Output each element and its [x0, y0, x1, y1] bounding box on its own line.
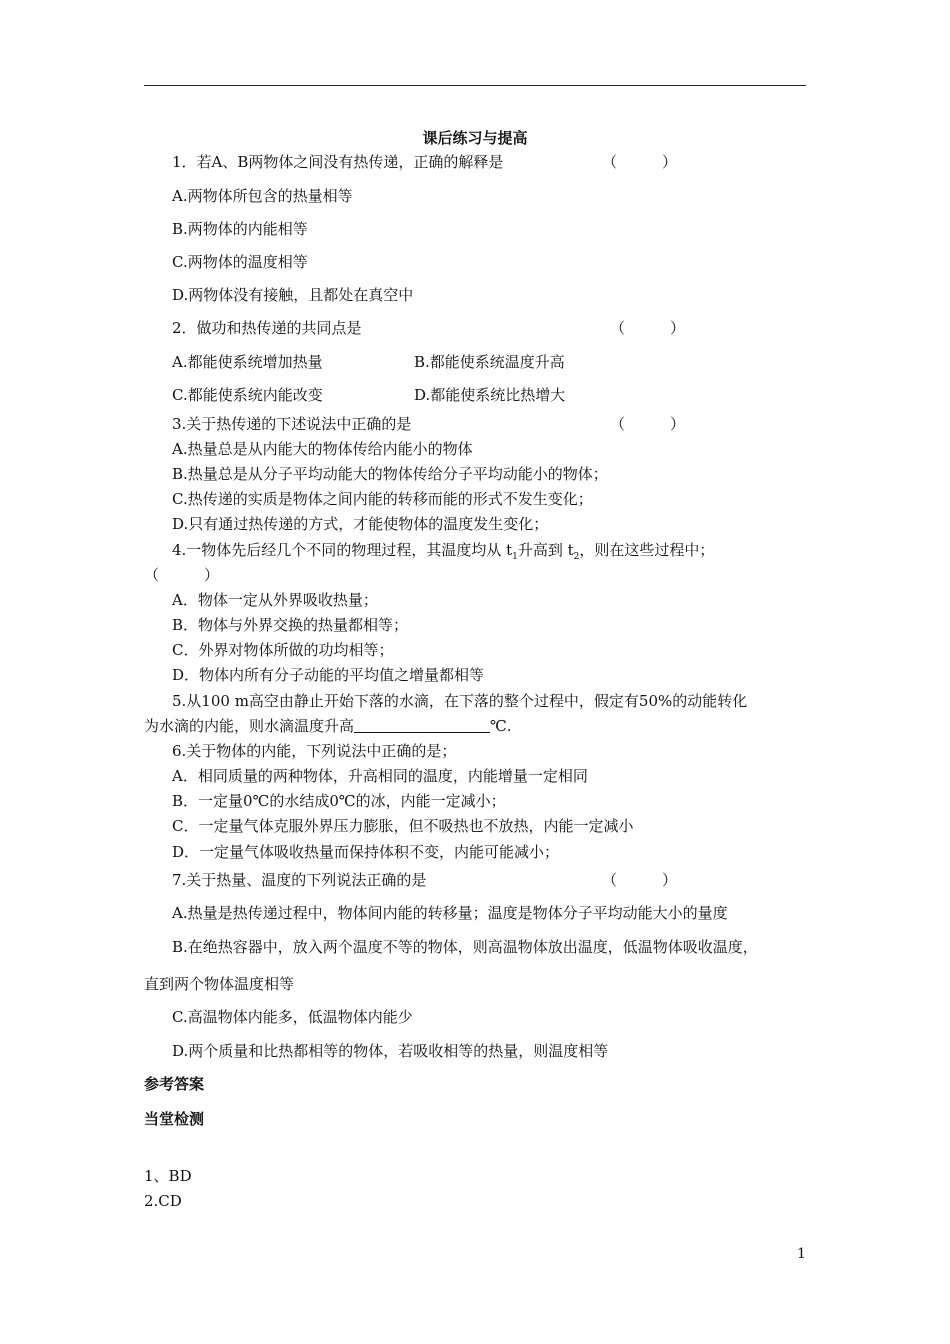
q5-line-2: [144, 716, 512, 736]
q3-option-d: D.只有通过热传递的方式，才能使物体的温度发生变化；: [172, 515, 549, 533]
answers-heading: 参考答案: [144, 1075, 205, 1093]
q4-answer-paren: （ ）: [144, 566, 220, 584]
q1-stem: 1．若A、B两物体之间没有热传递，正确的解释是: [172, 153, 504, 171]
q4-option-d: D．物体内所有分子动能的平均值之增量都相等: [172, 666, 485, 684]
q6-option-c: C．一定量气体克服外界压力膨胀，但不吸热也不放热，内能一定减小: [172, 817, 634, 835]
q7-answer-paren: （ ）: [602, 871, 678, 889]
q1-option-b: B.两物体的内能相等: [172, 220, 308, 238]
q5-line-2-text: 为水滴的内能，则水滴温度升高: [144, 717, 355, 735]
q4-stem-part-c: ，则在这些过程中；: [579, 541, 715, 559]
q4-stem-part-a: 4.一物体先后经几个不同的物理过程，其温度均从 t: [172, 541, 513, 559]
q2-stem: 2．做功和热传递的共同点是: [172, 319, 362, 337]
q6-option-d: D．一定量气体吸收热量而保持体积不变，内能可能减小；: [172, 843, 560, 861]
q3-option-a: A.热量总是从内能大的物体传给内能小的物体: [172, 440, 473, 458]
q4-option-b: B．物体与外界交换的热量都相等；: [172, 616, 409, 634]
q6-option-a: A．相同质量的两种物体，升高相同的温度，内能增量一定相同: [172, 767, 588, 785]
q3-option-c: C.热传递的实质是物体之间内能的转移而能的形式不发生变化；: [172, 490, 593, 508]
q4-option-a: A．物体一定从外界吸收热量；: [172, 591, 378, 609]
answers-sub-heading: 当堂检测: [144, 1110, 205, 1128]
page-number: 1: [797, 1246, 806, 1262]
q7-option-d: D.两个质量和比热都相等的物体，若吸收相等的热量，则温度相等: [172, 1042, 609, 1060]
answer-item-2: 2.CD: [144, 1192, 182, 1210]
header-rule: [144, 85, 806, 86]
q3-stem: 3.关于热传递的下述说法中正确的是: [172, 415, 412, 433]
q1-option-d: D.两物体没有接触，且都处在真空中: [172, 286, 414, 304]
q2-option-b: B.都能使系统温度升高: [414, 353, 565, 371]
q4-option-c: C．外界对物体所做的功均相等；: [172, 641, 394, 659]
q3-answer-paren: （ ）: [610, 415, 686, 433]
q2-option-c: C.都能使系统内能改变: [172, 386, 323, 404]
q2-option-a: A.都能使系统增加热量: [172, 353, 323, 371]
q2-option-d: D.都能使系统比热增大: [414, 386, 566, 404]
q5-unit: ℃.: [490, 717, 512, 735]
q4-subscript-1: 1: [512, 552, 518, 562]
q7-option-b-line-1: B.在绝热容器中，放入两个温度不等的物体，则高温物体放出温度，低温物体吸收温度，: [172, 938, 758, 956]
q5-line-1: 5.从100 m高空由静止开始下落的水滴，在下落的整个过程中，假定有50%的动能转化: [172, 692, 748, 710]
q6-option-b: B．一定量0℃的水结成0℃的冰，内能一定减小；: [172, 792, 506, 810]
q4-stem-part-b: 升高到 t: [517, 541, 574, 559]
page-title: 课后练习与提高: [422, 129, 528, 147]
q1-answer-paren: （ ）: [602, 153, 678, 171]
q1-option-a: A.两物体所包含的热量相等: [172, 187, 353, 205]
q1-option-c: C.两物体的温度相等: [172, 253, 308, 271]
q6-stem: 6.关于物体的内能，下列说法中正确的是；: [172, 742, 457, 760]
q2-answer-paren: （ ）: [610, 319, 686, 337]
q5-fill-blank: [354, 718, 490, 733]
q7-option-a: A.热量是热传递过程中，物体间内能的转移量；温度是物体分子平均动能大小的量度: [172, 904, 728, 922]
q4-subscript-2: 2: [573, 552, 580, 562]
q7-option-b-line-2: 直到两个物体温度相等: [144, 975, 295, 993]
answer-item-1: 1、BD: [144, 1167, 192, 1185]
q7-stem: 7.关于热量、温度的下列说法正确的是: [172, 871, 427, 889]
q7-option-c: C.高温物体内能多，低温物体内能少: [172, 1008, 413, 1026]
q3-option-b: B.热量总是从分子平均动能大的物体传给分子平均动能小的物体；: [172, 465, 608, 483]
q4-stem: [172, 540, 714, 567]
